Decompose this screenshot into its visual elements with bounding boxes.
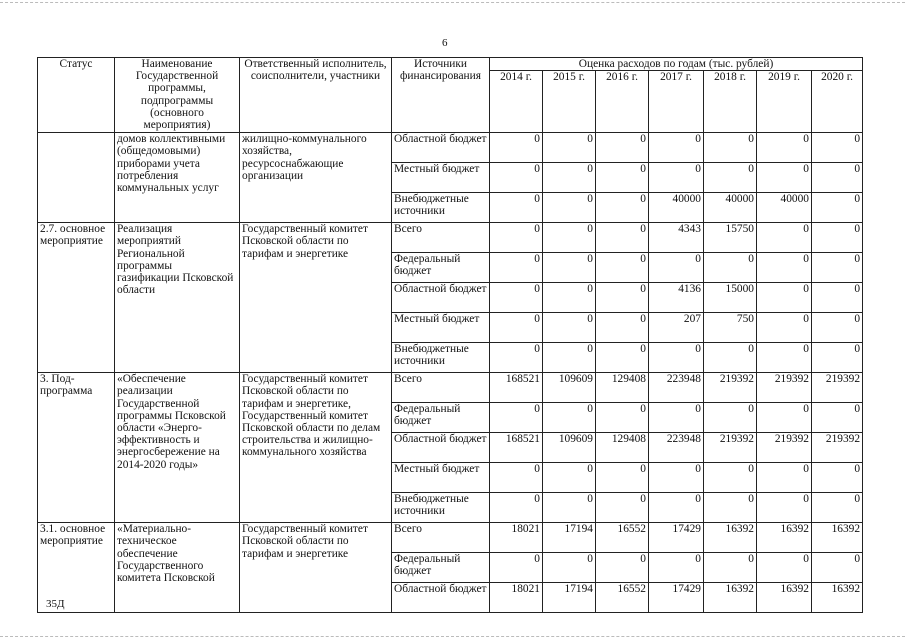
cell-value: 0	[543, 223, 596, 253]
cell-value: 0	[490, 553, 543, 583]
cell-value: 16392	[757, 583, 812, 613]
cell-source: Федеральный бюджет	[392, 253, 490, 283]
cell-value: 0	[596, 463, 649, 493]
cell-value: 4136	[649, 283, 704, 313]
cell-value: 0	[543, 313, 596, 343]
cell-value: 0	[704, 253, 757, 283]
cell-source: Всего	[392, 523, 490, 553]
cell-value: 0	[757, 553, 812, 583]
cell-value: 223948	[649, 373, 704, 403]
cell-source: Федеральный бюджет	[392, 403, 490, 433]
cell-value: 0	[757, 403, 812, 433]
cell-value: 219392	[757, 433, 812, 463]
col-estimate-header: Оценка расходов по годам (тыс. рублей)	[490, 58, 863, 71]
cell-value: 0	[812, 313, 863, 343]
cell-value: 16552	[596, 523, 649, 553]
cell-value: 0	[704, 463, 757, 493]
cell-name: домов коллективными (общедомовыми) приборами учета потребления коммунальных услуг	[115, 133, 240, 223]
cell-value: 0	[543, 283, 596, 313]
cell-status: 2.7. основное мероприятие	[38, 223, 115, 373]
cell-source: Областной бюджет	[392, 583, 490, 613]
table-row	[38, 133, 863, 163]
year-header: 2014 г.	[490, 71, 543, 133]
cell-name: «Материально-техническое обеспечение Государственного комитета Псковской	[115, 523, 240, 613]
footer-code: 35Д	[46, 598, 65, 610]
cell-source: Внебюджетные источники	[392, 193, 490, 223]
cell-value: 168521	[490, 373, 543, 403]
col-sources-header: Источники финансирования	[392, 58, 490, 133]
cell-value: 0	[543, 493, 596, 523]
cell-value: 0	[757, 133, 812, 163]
cell-source: Внебюджетные источники	[392, 343, 490, 373]
cell-value: 0	[649, 463, 704, 493]
cell-value: 0	[596, 493, 649, 523]
cell-value: 109609	[543, 433, 596, 463]
cell-value: 0	[812, 163, 863, 193]
cell-value: 0	[704, 163, 757, 193]
cell-value: 0	[543, 163, 596, 193]
cell-value: 0	[490, 133, 543, 163]
table-body	[38, 133, 863, 613]
cell-value: 16392	[757, 523, 812, 553]
budget-table	[37, 57, 863, 613]
cell-responsible: Государственный комитет Псковской области по тарифам и энергетике, Государственный комитет Псковской области по делам строительства и жилищно-коммунального хозяйства	[240, 373, 392, 523]
cell-value: 0	[757, 283, 812, 313]
cell-value: 0	[649, 163, 704, 193]
cell-source: Областной бюджет	[392, 283, 490, 313]
cell-value: 0	[812, 253, 863, 283]
col-name-header: Наименование Государственной программы, подпрограммы (основного мероприятия)	[115, 58, 240, 133]
cell-value: 0	[812, 283, 863, 313]
cell-source: Всего	[392, 223, 490, 253]
cell-value: 0	[704, 133, 757, 163]
cell-source: Областной бюджет	[392, 133, 490, 163]
cell-value: 0	[649, 403, 704, 433]
cell-value: 129408	[596, 433, 649, 463]
cell-value: 0	[490, 493, 543, 523]
year-header: 2020 г.	[812, 71, 863, 133]
year-header: 2019 г.	[757, 71, 812, 133]
col-status-header: Статус	[38, 58, 115, 133]
cell-value: 0	[543, 133, 596, 163]
cell-value: 18021	[490, 583, 543, 613]
cell-status: 3.1. основное мероприятие	[38, 523, 115, 613]
page-number: 6	[442, 37, 448, 49]
table-row	[38, 223, 863, 253]
cell-value: 0	[649, 343, 704, 373]
cell-source: Внебюджетные источники	[392, 493, 490, 523]
cell-value: 168521	[490, 433, 543, 463]
cell-value: 0	[596, 223, 649, 253]
cell-value: 0	[757, 163, 812, 193]
cell-value: 0	[757, 313, 812, 343]
cell-value: 16552	[596, 583, 649, 613]
cell-value: 0	[812, 493, 863, 523]
cell-responsible: Государственный комитет Псковской области по тарифам и энергетике	[240, 223, 392, 373]
scan-top-edge	[0, 2, 905, 3]
cell-source: Местный бюджет	[392, 463, 490, 493]
cell-value: 0	[596, 403, 649, 433]
cell-value: 0	[490, 223, 543, 253]
cell-value: 0	[596, 163, 649, 193]
cell-value: 219392	[757, 373, 812, 403]
cell-value: 0	[649, 493, 704, 523]
year-header: 2015 г.	[543, 71, 596, 133]
cell-value: 16392	[812, 583, 863, 613]
cell-responsible: жилищно-коммунального хозяйства, ресурсоснабжающие организации	[240, 133, 392, 223]
cell-source: Федеральный бюджет	[392, 553, 490, 583]
cell-value: 0	[704, 553, 757, 583]
year-header: 2016 г.	[596, 71, 649, 133]
cell-value: 0	[490, 283, 543, 313]
cell-value: 0	[490, 313, 543, 343]
cell-value: 0	[543, 553, 596, 583]
cell-value: 0	[543, 253, 596, 283]
cell-name: «Обеспечение реализации Государственной программы Псковской области «Энерго-эффективность и энергосбережение на 2014-2020 годы»	[115, 373, 240, 523]
cell-value: 40000	[757, 193, 812, 223]
cell-value: 0	[543, 463, 596, 493]
col-responsible-header: Ответственный исполнитель, соисполнители, участники	[240, 58, 392, 133]
cell-value: 0	[812, 133, 863, 163]
cell-value: 0	[649, 133, 704, 163]
cell-value: 0	[596, 133, 649, 163]
cell-value: 0	[812, 553, 863, 583]
year-header: 2017 г.	[649, 71, 704, 133]
cell-value: 40000	[649, 193, 704, 223]
cell-value: 0	[596, 283, 649, 313]
cell-value: 0	[596, 193, 649, 223]
cell-value: 0	[543, 343, 596, 373]
cell-value: 18021	[490, 523, 543, 553]
cell-source: Местный бюджет	[392, 313, 490, 343]
cell-value: 17194	[543, 523, 596, 553]
cell-source: Областной бюджет	[392, 433, 490, 463]
cell-value: 0	[490, 193, 543, 223]
cell-value: 0	[596, 313, 649, 343]
table-header-row	[38, 58, 863, 71]
cell-status: 3. Под-программа	[38, 373, 115, 523]
cell-value: 16392	[704, 583, 757, 613]
cell-source: Местный бюджет	[392, 163, 490, 193]
cell-value: 219392	[704, 373, 757, 403]
cell-value: 0	[543, 403, 596, 433]
cell-value: 16392	[812, 523, 863, 553]
cell-value: 0	[490, 343, 543, 373]
cell-value: 0	[704, 343, 757, 373]
cell-value: 0	[490, 253, 543, 283]
cell-value: 0	[812, 343, 863, 373]
cell-value: 4343	[649, 223, 704, 253]
table-row	[38, 523, 863, 553]
cell-value: 15750	[704, 223, 757, 253]
cell-value: 0	[704, 493, 757, 523]
cell-value: 0	[812, 463, 863, 493]
cell-value: 17429	[649, 523, 704, 553]
cell-value: 219392	[704, 433, 757, 463]
cell-value: 0	[649, 253, 704, 283]
cell-value: 15000	[704, 283, 757, 313]
cell-value: 0	[596, 553, 649, 583]
cell-value: 750	[704, 313, 757, 343]
cell-value: 0	[490, 463, 543, 493]
cell-value: 223948	[649, 433, 704, 463]
cell-value: 17429	[649, 583, 704, 613]
cell-value: 0	[812, 403, 863, 433]
cell-value: 0	[757, 343, 812, 373]
cell-status	[38, 133, 115, 223]
cell-value: 0	[596, 253, 649, 283]
table-row	[38, 373, 863, 403]
cell-value: 109609	[543, 373, 596, 403]
cell-value: 0	[490, 403, 543, 433]
cell-value: 219392	[812, 433, 863, 463]
cell-value: 0	[812, 193, 863, 223]
cell-value: 0	[649, 553, 704, 583]
cell-value: 0	[757, 493, 812, 523]
cell-name: Реализация мероприятий Региональной программы газификации Псковской области	[115, 223, 240, 373]
scan-bottom-edge	[0, 636, 905, 637]
cell-value: 129408	[596, 373, 649, 403]
cell-value: 16392	[704, 523, 757, 553]
cell-value: 40000	[704, 193, 757, 223]
cell-source: Всего	[392, 373, 490, 403]
year-header: 2018 г.	[704, 71, 757, 133]
cell-value: 207	[649, 313, 704, 343]
cell-value: 0	[812, 223, 863, 253]
cell-value: 0	[490, 163, 543, 193]
cell-value: 0	[757, 463, 812, 493]
cell-value: 0	[596, 343, 649, 373]
cell-value: 219392	[812, 373, 863, 403]
cell-value: 0	[757, 253, 812, 283]
cell-value: 0	[704, 403, 757, 433]
cell-value: 0	[757, 223, 812, 253]
cell-responsible: Государственный комитет Псковской области по тарифам и энергетике	[240, 523, 392, 613]
cell-value: 0	[543, 193, 596, 223]
cell-value: 17194	[543, 583, 596, 613]
